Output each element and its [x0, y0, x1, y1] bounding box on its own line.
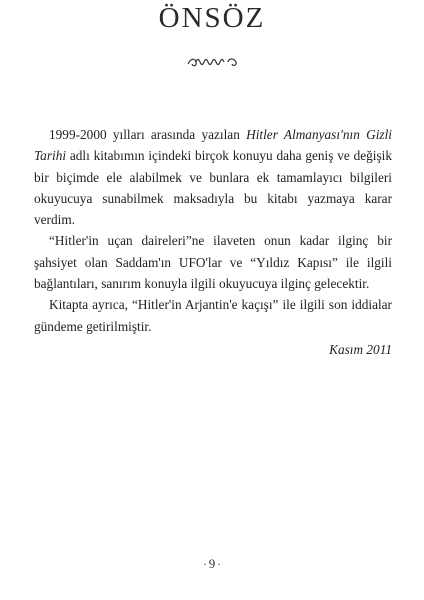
signature-date: Kasım 2011	[329, 341, 392, 357]
paragraph-1-end: adlı kitabımın içindeki birçok konuyu daha geniş ve değişik bir biçimde ele alabilmek ve bunlara ek tamamlayıcı bilgileri okuyucuya sunabilmek maksadıyla bu kitabı yazmaya karar verdim.	[34, 148, 392, 228]
paragraph-1-start: 1999-2000 yılları arasında yazılan	[49, 127, 247, 142]
paragraph-2: “Hitler'in uçan daireleri”ne ilaveten onun kadar ilginç bir şahsiyet olan Saddam'ın UFO'lar ve “Yıldız Kapısı” ile ilgili bağlantıları, sanırım konuyla ilgili okuyucuya ilginç gelecektir.	[34, 233, 392, 292]
page-title: ÖNSÖZ	[158, 2, 266, 34]
page-number-value: 9	[208, 556, 216, 571]
page-number-right-mark-icon: ·	[217, 559, 221, 571]
book-title: Hitler Almanyası'nın Gizli Tarihi	[34, 127, 392, 164]
decorative-flourish-icon	[186, 55, 238, 69]
page-number	[0, 556, 424, 572]
paragraph-1	[34, 124, 392, 230]
paragraph-3: Kitapta ayrıca, “Hitler'in Arjantin'e kaçışı” ile ilgili son iddialar gündeme getirilmiştir.	[34, 297, 392, 334]
preface-body	[34, 124, 392, 360]
page-number-left-mark-icon: ·	[203, 559, 207, 571]
